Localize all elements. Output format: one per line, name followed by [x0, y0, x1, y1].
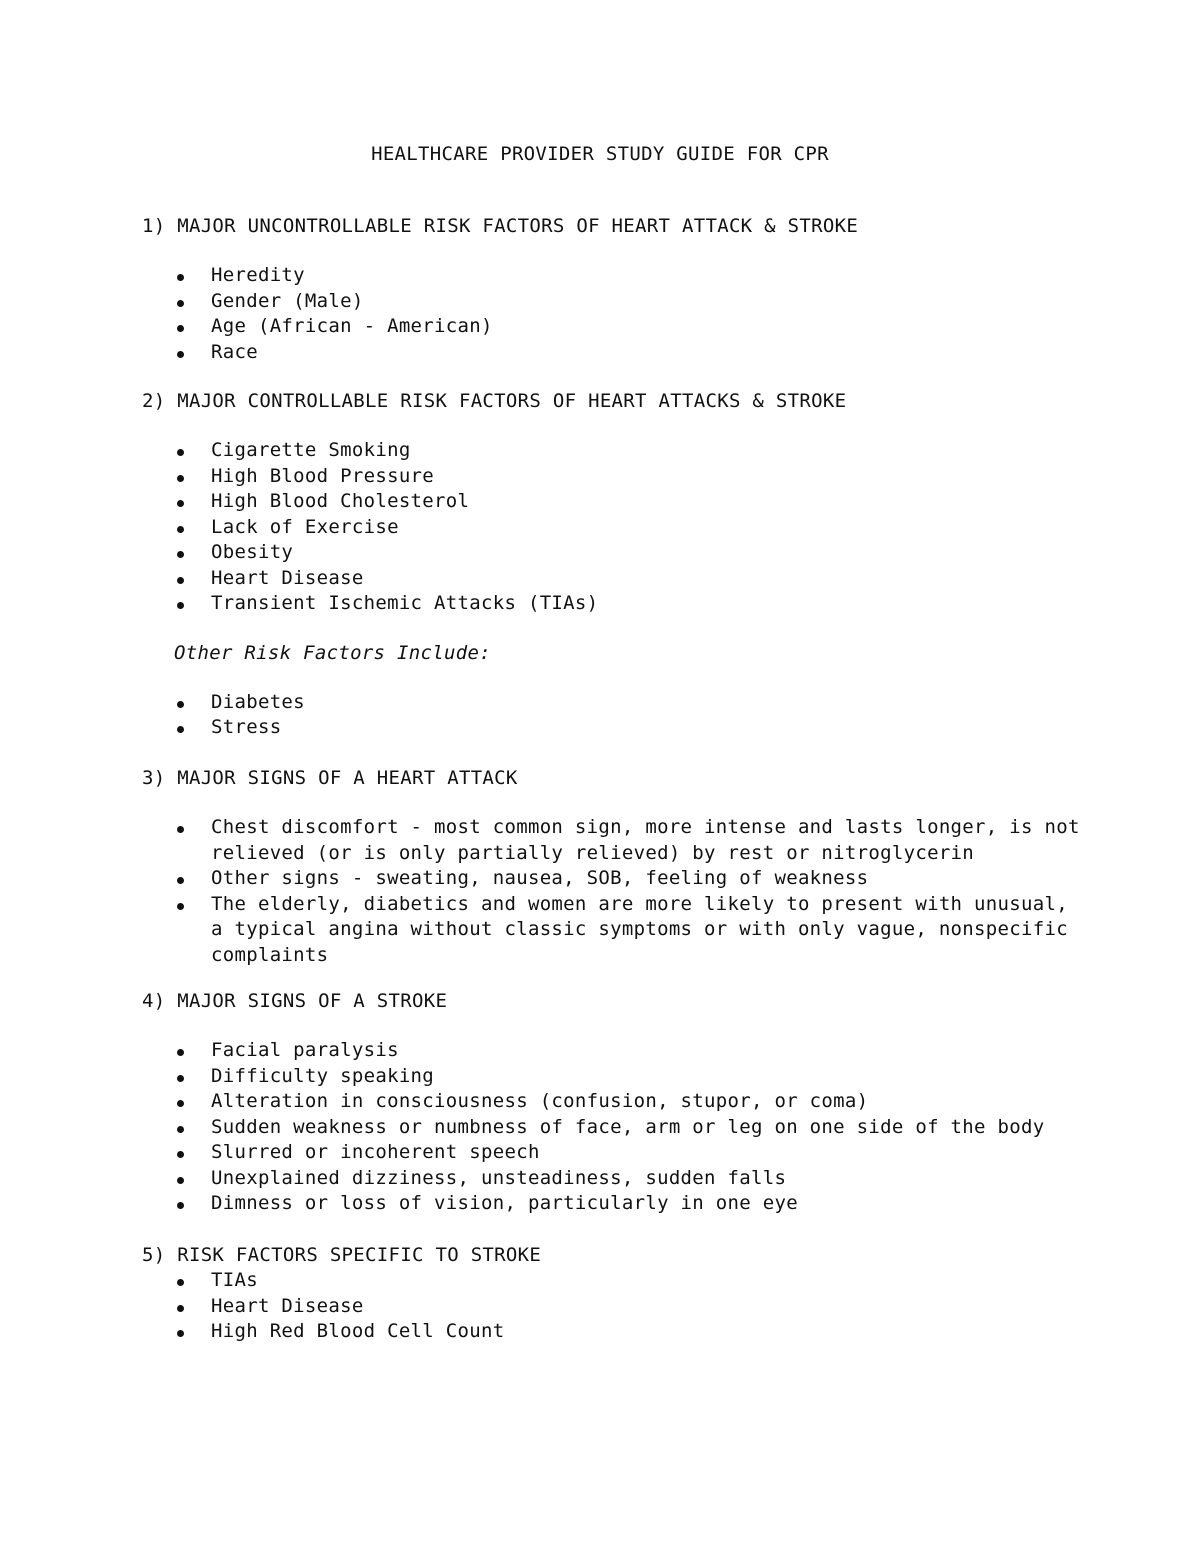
bullet-icon — [177, 577, 184, 584]
list-item — [142, 1166, 1082, 1192]
list-item — [142, 263, 1082, 289]
list-item — [142, 464, 1082, 490]
list-item — [142, 892, 1082, 969]
list-item — [142, 1191, 1082, 1217]
list-item — [142, 1064, 1082, 1090]
section-4 — [142, 988, 1082, 1217]
list-item-text: Facial paralysis — [211, 1039, 399, 1061]
bullet-icon — [177, 1151, 184, 1158]
bullet-icon — [177, 1100, 184, 1107]
list-item-text: Alteration in consciousness (confusion, stupor, or coma) — [211, 1090, 869, 1112]
list-item — [142, 866, 1082, 892]
list-item-text: Diabetes — [211, 690, 305, 713]
list-item — [142, 1319, 1082, 1345]
list-item — [142, 1115, 1082, 1141]
list-item-text: High Blood Pressure — [211, 464, 435, 487]
bullet-icon — [177, 449, 184, 456]
bullet-icon — [177, 274, 184, 281]
bullet-icon — [177, 526, 184, 533]
bullet-icon — [177, 1202, 184, 1209]
section-1 — [142, 213, 1082, 365]
list-item-text: Sudden weakness or numbness of face, arm or leg on one side of the body — [211, 1115, 1045, 1138]
bullet-icon — [177, 602, 184, 609]
list-item — [142, 690, 1082, 716]
list-item-text: Lack of Exercise — [211, 515, 399, 538]
subheading: Other Risk Factors Include: — [174, 641, 491, 664]
list-item — [142, 489, 1082, 515]
section-heading: 3) MAJOR SIGNS OF A HEART ATTACK — [142, 767, 518, 789]
list-item-text: Transient Ischemic Attacks (TIAs) — [211, 592, 599, 614]
bullet-icon — [177, 1177, 184, 1184]
bullet-icon — [177, 475, 184, 482]
list-item — [142, 1294, 1082, 1320]
bullet-list — [142, 1038, 1082, 1217]
list-item — [142, 540, 1082, 566]
bullet-list — [142, 815, 1082, 968]
bullet-list — [142, 263, 1082, 365]
bullet-icon — [177, 1126, 184, 1133]
list-item-text: High Red Blood Cell Count — [211, 1320, 505, 1342]
list-item — [142, 340, 1082, 366]
list-item-text: Cigarette Smoking — [211, 439, 411, 461]
bullet-icon — [177, 300, 184, 307]
bullet-icon — [177, 1330, 184, 1337]
list-item-text: Chest discomfort - most common sign, more intense and lasts longer, is not relieved (or is only partially relieved) by rest or nitroglycerin — [211, 816, 1080, 864]
list-item — [142, 815, 1082, 866]
bullet-icon — [177, 1049, 184, 1056]
list-item-text: Age (African - American) — [211, 315, 493, 337]
list-item-text: Heredity — [211, 264, 305, 286]
list-item — [142, 314, 1082, 340]
section-heading: 5) RISK FACTORS SPECIFIC TO STROKE — [142, 1244, 542, 1266]
list-item — [142, 1268, 1082, 1294]
bullet-icon — [177, 877, 184, 884]
list-item — [142, 566, 1082, 592]
bullet-list — [142, 1268, 1082, 1345]
list-item-text: Other signs - sweating, nausea, SOB, feeling of weakness — [211, 867, 869, 889]
list-item — [142, 1140, 1082, 1166]
list-item-text: Slurred or incoherent speech — [211, 1141, 540, 1163]
bullet-icon — [177, 903, 184, 910]
list-item-text: Gender (Male) — [211, 289, 364, 312]
bullet-icon — [177, 726, 184, 733]
list-item-text: High Blood Cholesterol — [211, 490, 470, 512]
list-item — [142, 1089, 1082, 1115]
bullet-list — [142, 690, 1082, 741]
bullet-icon — [177, 1279, 184, 1286]
section-heading: 2) MAJOR CONTROLLABLE RISK FACTORS OF HEART ATTACKS & STROKE — [142, 390, 847, 412]
section-3 — [142, 765, 1082, 968]
bullet-icon — [177, 1305, 184, 1312]
bullet-icon — [177, 1075, 184, 1082]
list-item-text: Unexplained dizziness, unsteadiness, sudden falls — [211, 1166, 787, 1189]
list-item-text: The elderly, diabetics and women are more likely to present with unusual, a typical angina without classic symptoms or with only vague, nonspecific complaints — [211, 892, 1068, 966]
list-item-text: Heart Disease — [211, 1294, 364, 1317]
list-item-text: Obesity — [211, 541, 294, 563]
section-heading: 4) MAJOR SIGNS OF A STROKE — [142, 990, 448, 1012]
list-item-text: Dimness or loss of vision, particularly in one eye — [211, 1192, 798, 1214]
list-item — [142, 591, 1082, 617]
bullet-icon — [177, 500, 184, 507]
bullet-icon — [177, 826, 184, 833]
list-item — [142, 438, 1082, 464]
list-item — [142, 289, 1082, 315]
section-heading: 1) MAJOR UNCONTROLLABLE RISK FACTORS OF HEART ATTACK & STROKE — [142, 215, 859, 237]
list-item-text: Stress — [211, 716, 282, 738]
list-item-text: Race — [211, 340, 258, 363]
list-item-text: Heart Disease — [211, 566, 364, 589]
page-title: HEALTHCARE PROVIDER STUDY GUIDE FOR CPR — [371, 143, 829, 165]
section-2 — [142, 388, 1082, 741]
list-item — [142, 515, 1082, 541]
list-item-text: Difficulty speaking — [211, 1064, 435, 1087]
list-item-text: TIAs — [211, 1269, 258, 1291]
list-item — [142, 1038, 1082, 1064]
bullet-list — [142, 438, 1082, 617]
section-5 — [142, 1242, 1082, 1345]
bullet-icon — [177, 551, 184, 558]
bullet-icon — [177, 351, 184, 358]
bullet-icon — [177, 325, 184, 332]
bullet-icon — [177, 701, 184, 708]
list-item — [142, 715, 1082, 741]
